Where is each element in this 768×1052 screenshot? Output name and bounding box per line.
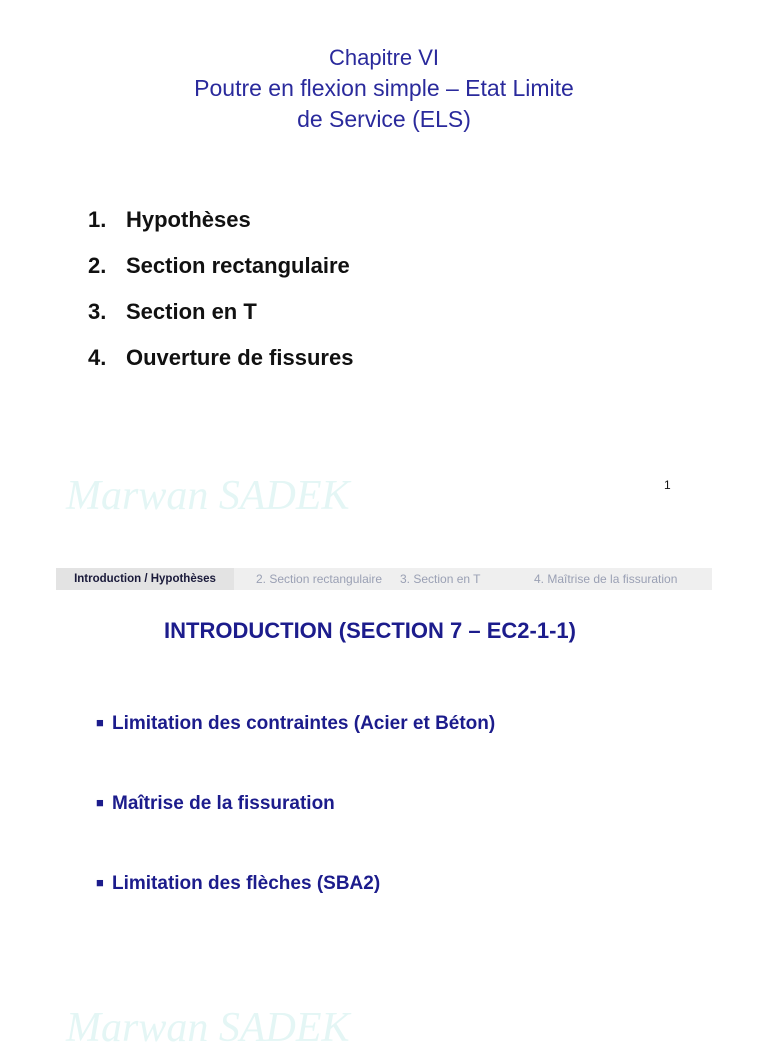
nav-item-introduction[interactable]: Introduction / Hypothèses [56,568,234,590]
nav-item-maitrise-fissuration[interactable]: 4. Maîtrise de la fissuration [534,572,678,586]
bullet-square-icon: ■ [96,795,104,810]
bullet-text: Limitation des contraintes (Acier et Béton) [112,713,496,734]
toc-item-number: 1. [88,207,107,232]
nav-item-section-en-t[interactable]: 3. Section en T [400,572,481,586]
list-item [96,788,495,868]
bullet-square-icon: ■ [96,715,104,730]
toc-item [88,342,353,388]
chapter-title-line2: de Service (ELS) [297,106,471,132]
nav-item-section-rectangulaire[interactable]: 2. Section rectangulaire [256,572,383,586]
bullet-text: Maîtrise de la fissuration [112,793,335,814]
chapter-title-line1: Poutre en flexion simple – Etat Limite [194,75,574,101]
chapter-title-block [0,42,768,135]
toc-item [88,204,353,250]
section-nav-bar [56,568,712,590]
page-number: 1 [664,478,671,492]
list-item [96,868,495,948]
toc-item-label: Ouverture de fissures [126,345,354,370]
toc-item [88,296,353,342]
author-watermark: Marwan SADEK [66,1005,350,1051]
toc-item-number: 2. [88,253,107,278]
bullet-square-icon: ■ [96,875,104,890]
table-of-contents [88,204,353,388]
list-item [96,708,495,788]
author-watermark: Marwan SADEK [66,473,350,519]
toc-item-number: 4. [88,345,107,370]
toc-item-label: Section rectangulaire [126,253,350,278]
section-heading: INTRODUCTION (SECTION 7 – EC2-1-1) [164,618,576,643]
bullet-list [96,708,495,948]
chapter-label: Chapitre VI [328,45,440,70]
toc-item-label: Section en T [126,299,257,324]
toc-item-label: Hypothèses [126,207,251,232]
bullet-text: Limitation des flèches (SBA2) [112,873,381,894]
toc-item [88,250,353,296]
toc-item-number: 3. [88,299,107,324]
